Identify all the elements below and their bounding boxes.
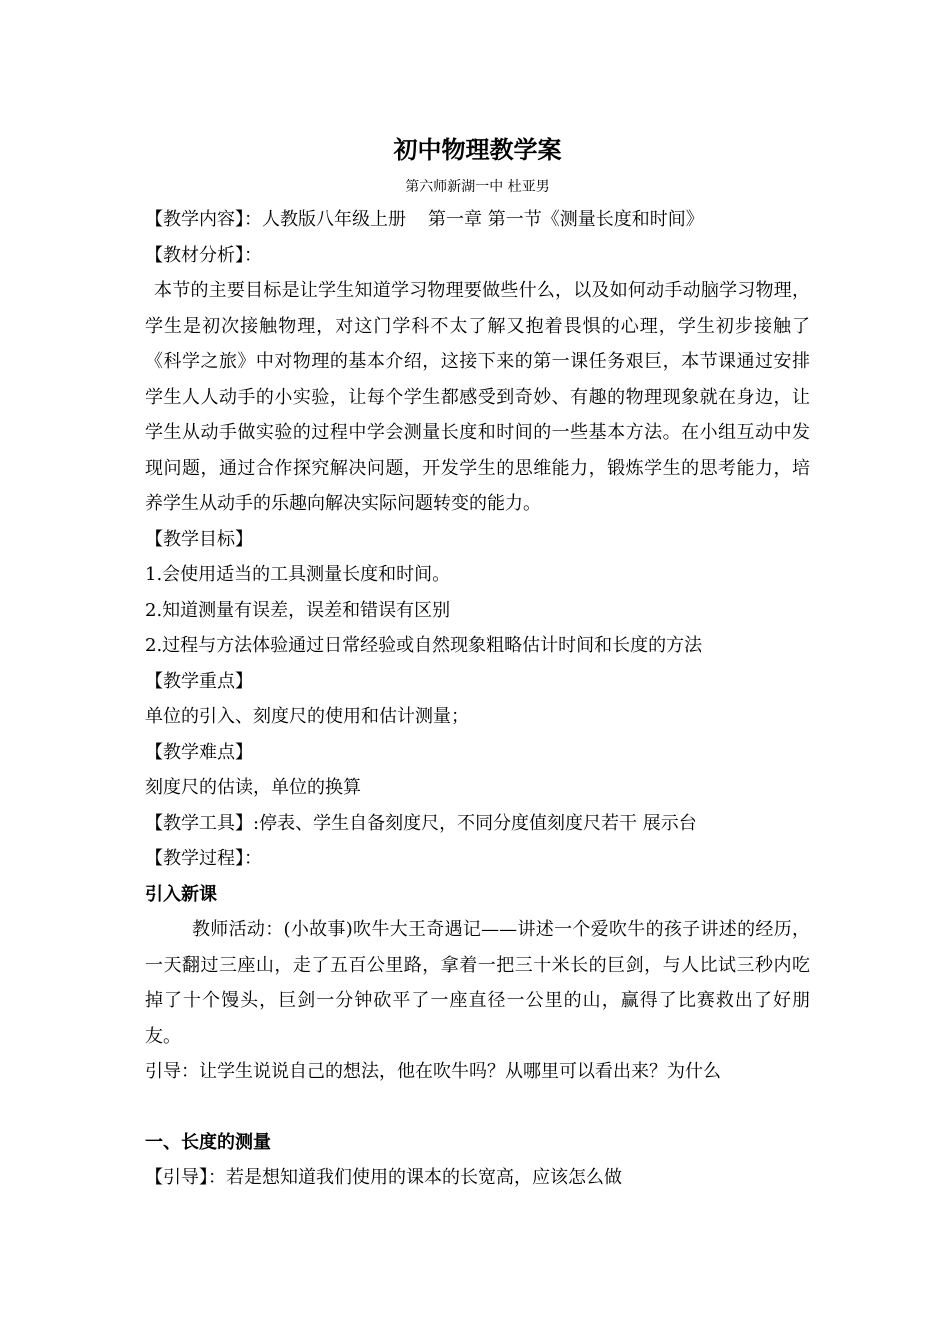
process-heading: 【教学过程】： (145, 848, 262, 869)
key-points-text: 单位的引入、刻度尺的使用和估计测量； (145, 706, 469, 727)
teaching-content-label: 【教学内容】：人教版八年级上册 (145, 209, 406, 230)
teaching-content-line (145, 202, 810, 238)
goal-item: 1.会使用适当的工具测量长度和时间。 (145, 564, 451, 585)
guide-line: 引导：让学生说说自己的想法，他在吹牛吗？从哪里可以看出来？为什么 (145, 1061, 721, 1082)
difficulty-heading: 【教学难点】 (145, 741, 253, 763)
tools-line: 【教学工具】:停表、学生自备刻度尺，不同分度值刻度尺若干 展示台 (145, 812, 697, 834)
section-heading-length: 一、长度的测量 (145, 1131, 271, 1153)
key-points-heading: 【教学重点】 (145, 670, 253, 692)
document-page (145, 130, 810, 1196)
section-guide-line: 【引导】：若是想知道我们使用的课本的长宽高，应该怎么做 (145, 1167, 622, 1188)
goal-item: 2.过程与方法体验通过日常经验或自然现象粗略估计时间和长度的方法 (145, 635, 703, 656)
story-paragraph: 教师活动：(小故事)吹牛大王奇遇记——讲述一个爱吹牛的孩子讲述的经历，一天翻过三座山，走了五百公里路，拿着一把三十米长的巨剑，与人比试三秒内吃掉了十个馒头，巨剑一分钟砍平了一座直径一公里的山，赢得了比赛救出了好朋友。 (145, 919, 810, 1047)
blank-line (145, 1090, 810, 1125)
difficulty-text: 刻度尺的估读，单位的换算 (145, 777, 361, 798)
goals-heading: 【教学目标】 (145, 528, 253, 550)
goal-item: 2.知道测量有误差，误差和错误有区别 (145, 599, 451, 621)
teaching-content-chapter: 第一章 第一节《测量长度和时间》 (428, 209, 704, 230)
page-title: 初中物理教学案 (393, 135, 562, 164)
author-line: 第六师新湖一中 杜亚男 (405, 179, 550, 195)
analysis-paragraph: 本节的主要目标是让学生知道学习物理要做些什么，以及如何动手动脑学习物理，学生是初次接触物理，对这门学科不太了解又抱着畏惧的心理，学生初步接触了《科学之旅》中对物理的基本介绍，这接下来的第一课任务艰巨，本节课通过安排学生人人动手的小实验，让每个学生都感受到奇妙、有趣的物理现象就在身边，让学生从动手做实验的过程中学会测量长度和时间的一些基本方法。在小组互动中发现问题，通过合作探究解决问题，开发学生的思维能力，锻炼学生的思考能力，培养学生从动手的乐趣向解决实际问题转变的能力。 (145, 280, 810, 514)
analysis-heading: 【教材分析】： (145, 244, 262, 266)
intro-heading: 引入新课 (145, 883, 217, 905)
